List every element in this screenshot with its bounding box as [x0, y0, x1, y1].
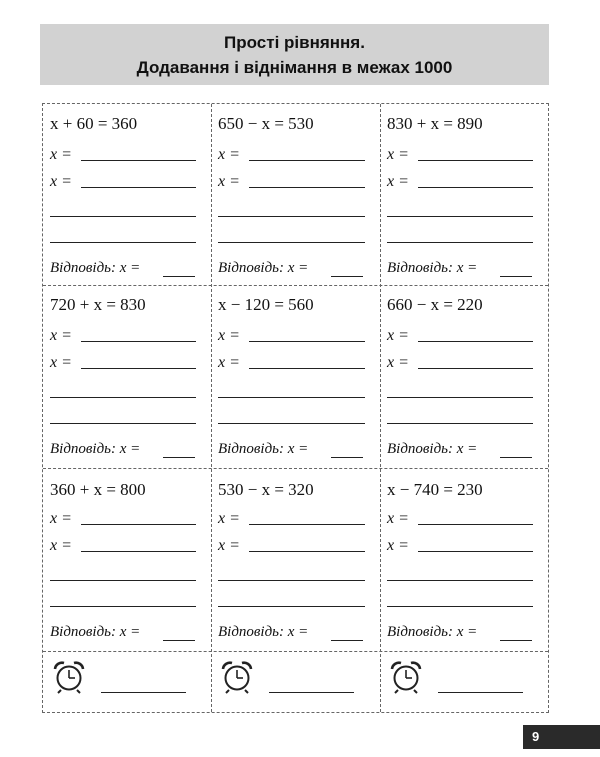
alarm-clock-icon [389, 660, 423, 694]
answer-label: Відповідь: x = [218, 441, 309, 457]
answer-label: Відповідь: x = [387, 624, 478, 640]
x-label: x = [218, 173, 240, 190]
work-line[interactable] [218, 216, 365, 217]
answer-line[interactable] [81, 160, 196, 161]
answer-label: Відповідь: x = [387, 260, 478, 276]
work-line[interactable] [218, 606, 365, 607]
equation-text: x + 60 = 360 [50, 114, 138, 133]
answer-blank[interactable] [500, 276, 532, 277]
answer-line[interactable] [249, 368, 365, 369]
alarm-clock-icon [52, 660, 86, 694]
time-cell [43, 651, 211, 712]
answer-line[interactable] [81, 551, 196, 552]
work-line[interactable] [387, 423, 533, 424]
answer-line[interactable] [249, 187, 365, 188]
x-label: x = [50, 146, 72, 163]
work-line[interactable] [218, 423, 365, 424]
equation-text: 650 − x = 530 [218, 114, 314, 133]
answer-blank[interactable] [163, 276, 195, 277]
page-subtitle: Додавання і віднімання в межах 1000 [136, 58, 453, 77]
answer-label: Відповідь: x = [387, 441, 478, 457]
work-line[interactable] [387, 606, 533, 607]
x-label: x = [387, 354, 409, 371]
x-label: x = [50, 354, 72, 371]
answer-label: Відповідь: x = [50, 624, 141, 640]
work-line[interactable] [50, 242, 196, 243]
work-line[interactable] [50, 606, 196, 607]
work-line[interactable] [387, 580, 533, 581]
answer-line[interactable] [81, 341, 196, 342]
work-line[interactable] [387, 216, 533, 217]
x-label: x = [387, 146, 409, 163]
work-line[interactable] [387, 242, 533, 243]
x-label: x = [50, 173, 72, 190]
answer-blank[interactable] [331, 640, 363, 641]
answer-blank[interactable] [500, 640, 532, 641]
answer-line[interactable] [249, 524, 365, 525]
equation-cell [43, 468, 211, 651]
answer-blank[interactable] [331, 457, 363, 458]
answer-line[interactable] [249, 160, 365, 161]
x-label: x = [50, 537, 72, 554]
page-number: 9 [523, 725, 600, 749]
answer-line[interactable] [249, 551, 365, 552]
equation-cell [380, 104, 548, 285]
work-line[interactable] [50, 580, 196, 581]
answer-label: Відповідь: x = [218, 260, 309, 276]
x-label: x = [218, 146, 240, 163]
work-line[interactable] [50, 423, 196, 424]
time-cell [211, 651, 380, 712]
equation-text: 660 − x = 220 [387, 295, 483, 314]
equation-text: x − 740 = 230 [387, 480, 483, 499]
alarm-clock-icon [220, 660, 254, 694]
work-line[interactable] [387, 397, 533, 398]
x-label: x = [218, 537, 240, 554]
work-line[interactable] [218, 242, 365, 243]
equation-cell [211, 468, 380, 651]
answer-label: Відповідь: x = [50, 441, 141, 457]
equation-cell [43, 285, 211, 468]
answer-blank[interactable] [163, 640, 195, 641]
equation-cell [211, 104, 380, 285]
answer-line[interactable] [418, 187, 533, 188]
equation-text: 830 + x = 890 [387, 114, 483, 133]
page-title: Прості рівняння. [224, 33, 365, 52]
time-answer-line[interactable] [269, 692, 354, 693]
title-banner [40, 24, 549, 85]
x-label: x = [387, 173, 409, 190]
work-line[interactable] [218, 580, 365, 581]
time-answer-line[interactable] [101, 692, 186, 693]
answer-line[interactable] [418, 524, 533, 525]
time-cell [380, 651, 548, 712]
answer-line[interactable] [418, 368, 533, 369]
time-answer-line[interactable] [438, 692, 523, 693]
x-label: x = [387, 327, 409, 344]
x-label: x = [387, 510, 409, 527]
x-label: x = [218, 327, 240, 344]
equation-text: 360 + x = 800 [50, 480, 146, 499]
equation-cell [380, 285, 548, 468]
answer-line[interactable] [418, 160, 533, 161]
equation-cell [43, 104, 211, 285]
x-label: x = [218, 510, 240, 527]
answer-line[interactable] [418, 551, 533, 552]
answer-blank[interactable] [331, 276, 363, 277]
answer-line[interactable] [418, 341, 533, 342]
equation-text: 720 + x = 830 [50, 295, 146, 314]
x-label: x = [218, 354, 240, 371]
equation-text: x − 120 = 560 [218, 295, 314, 314]
x-label: x = [50, 327, 72, 344]
answer-line[interactable] [81, 524, 196, 525]
answer-label: Відповідь: x = [50, 260, 141, 276]
answer-label: Відповідь: x = [218, 624, 309, 640]
work-line[interactable] [50, 216, 196, 217]
equation-text: 530 − x = 320 [218, 480, 314, 499]
equation-cell [211, 285, 380, 468]
answer-blank[interactable] [500, 457, 532, 458]
answer-line[interactable] [249, 341, 365, 342]
answer-line[interactable] [81, 187, 196, 188]
answer-blank[interactable] [163, 457, 195, 458]
work-line[interactable] [50, 397, 196, 398]
equations-grid [42, 103, 549, 713]
x-label: x = [50, 510, 72, 527]
x-label: x = [387, 537, 409, 554]
equation-cell [380, 468, 548, 651]
work-line[interactable] [218, 397, 365, 398]
answer-line[interactable] [81, 368, 196, 369]
